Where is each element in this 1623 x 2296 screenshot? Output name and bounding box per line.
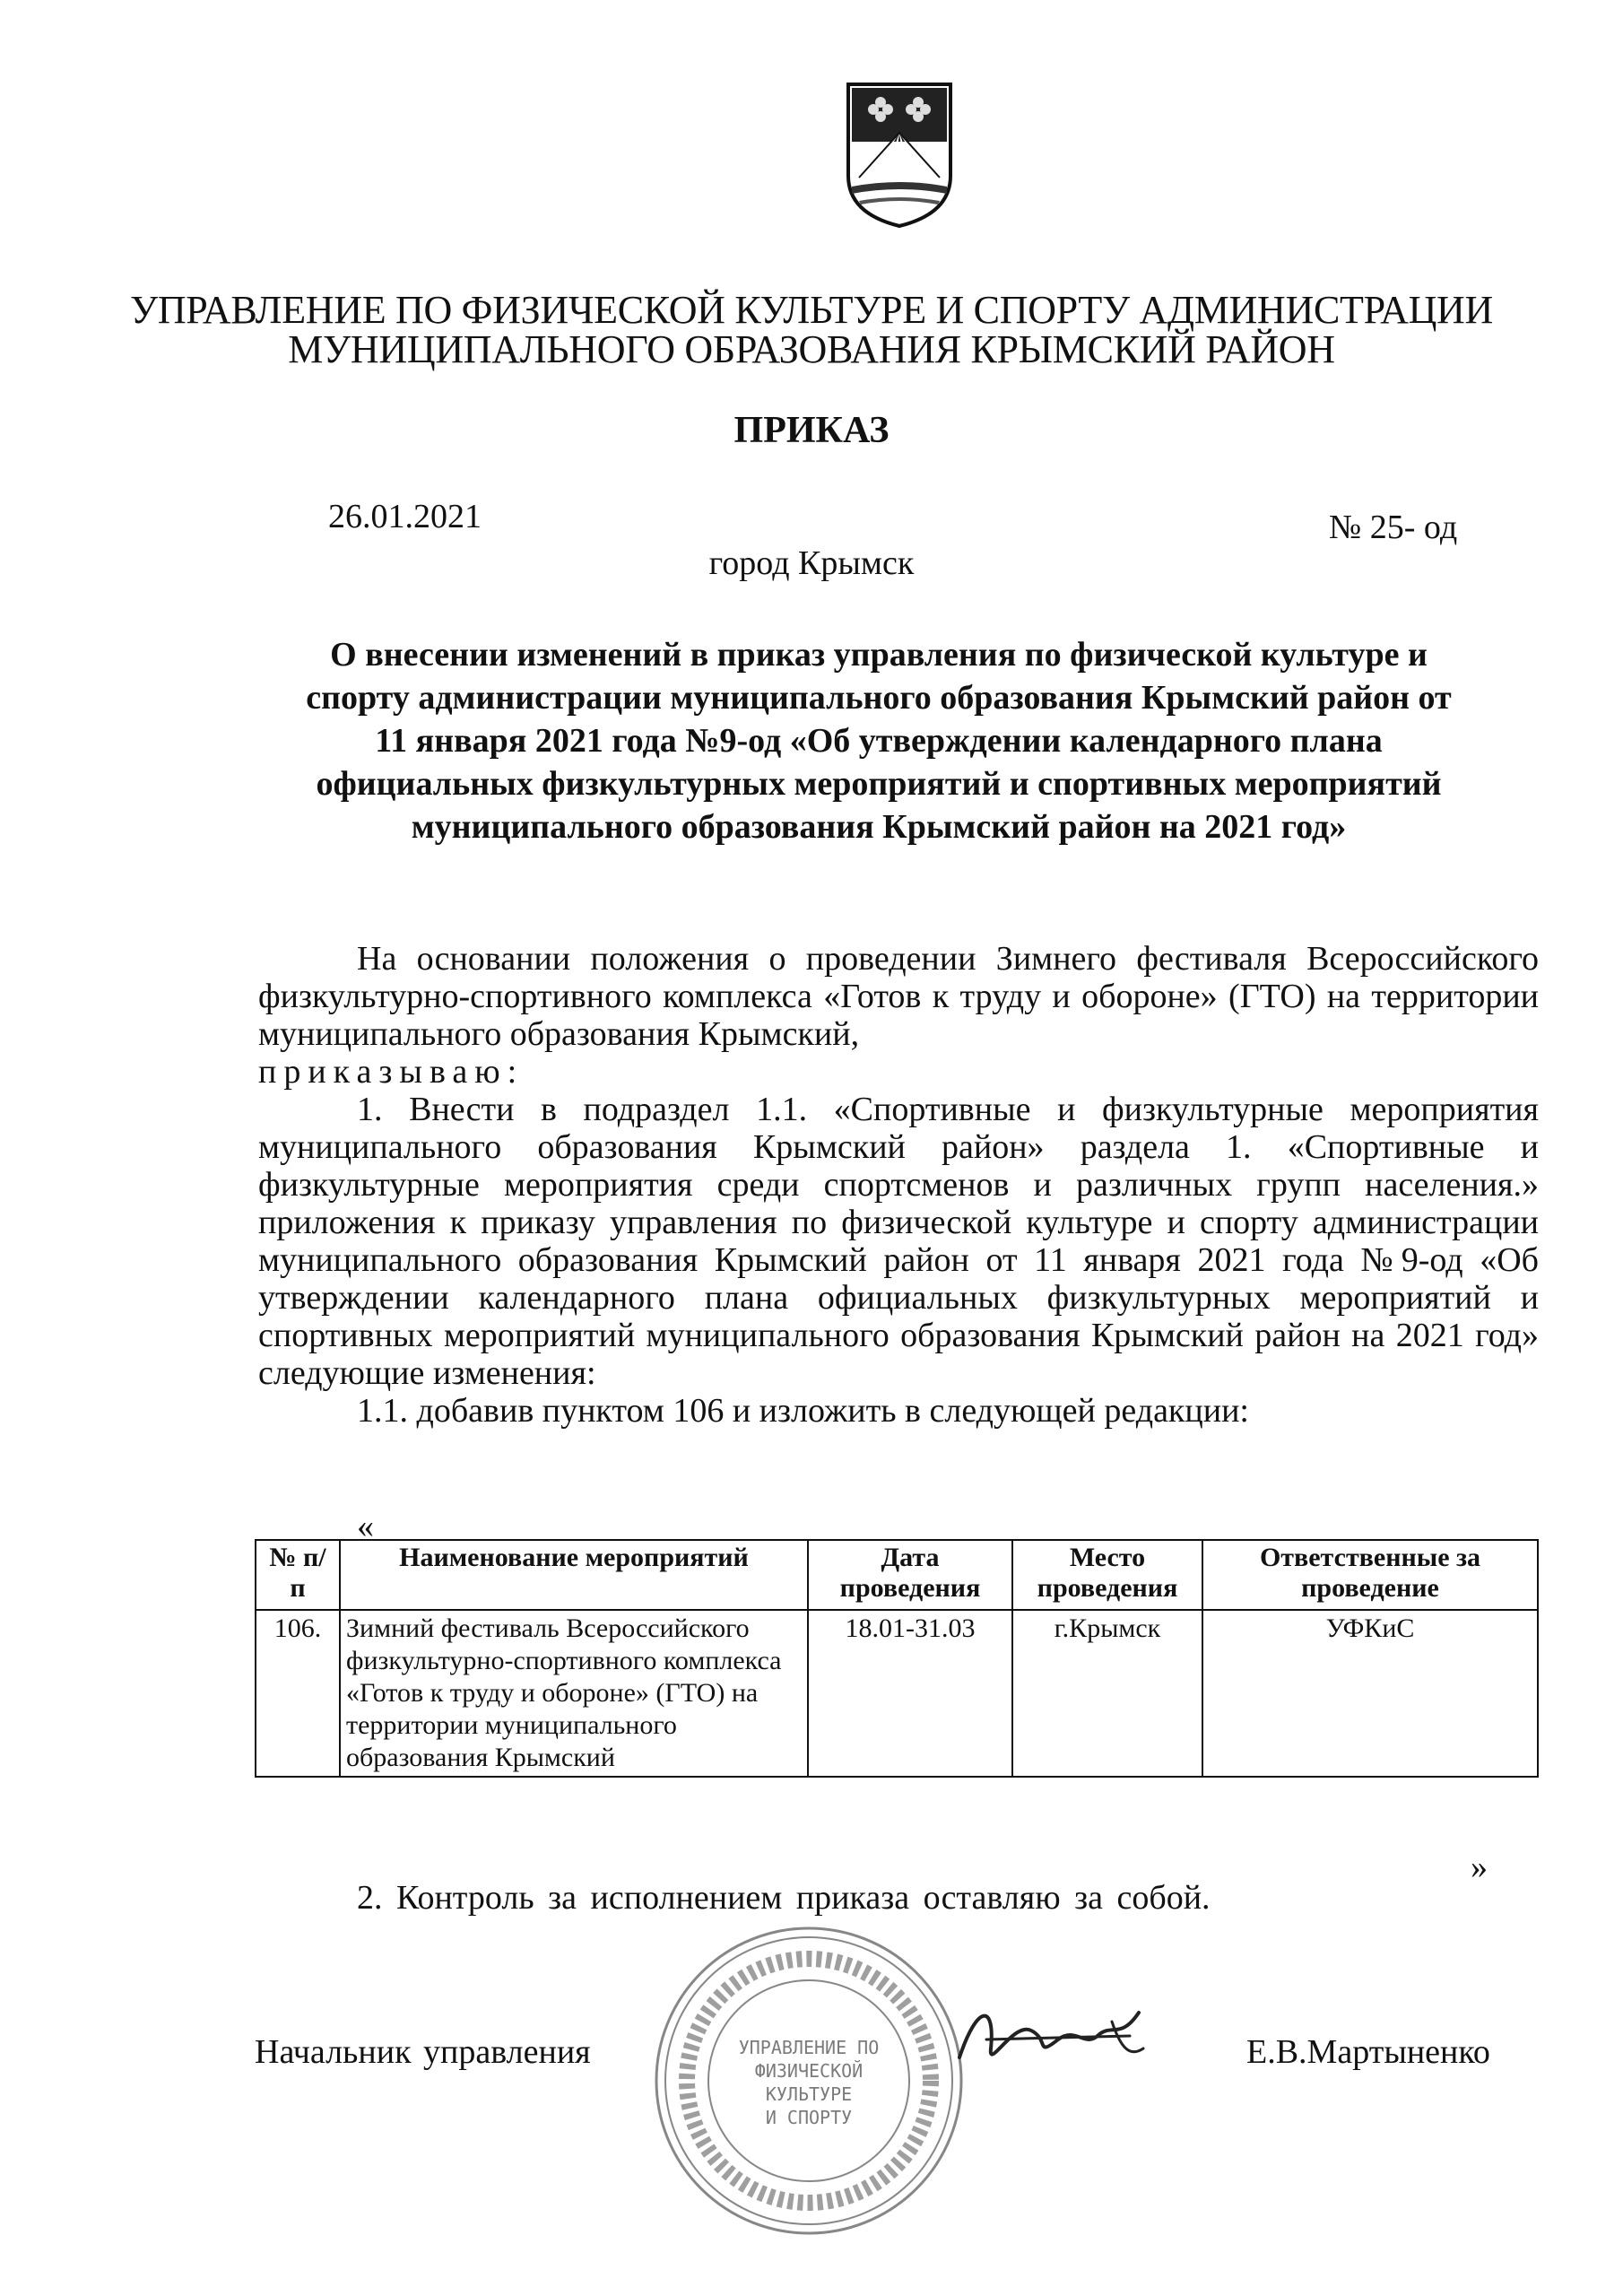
events-table xyxy=(255,1539,1539,1778)
document-number: № 25- од xyxy=(1329,509,1458,546)
order-subject: О внесении изменений в приказ управления по физической культуре и спорту администрации муниципального образования Крымский район от 11 января 2021 года №9-од «Об утверждении календарного плана официальных физкультурных мероприятий и спортивных мероприятий муниципального образования Крымский район на 2021 год» xyxy=(306,636,1452,846)
header-place: Место проведения xyxy=(1012,1540,1202,1610)
document-date: 26.01.2021 xyxy=(328,498,482,535)
organization-name-line1: УПРАВЛЕНИЕ ПО ФИЗИЧЕСКОЙ КУЛЬТУРЕ И СПОРТУ АДМИНИСТРАЦИИ xyxy=(129,288,1494,332)
organization-name-line2: МУНИЦИПАЛЬНОГО ОБРАЗОВАНИЯ КРЫМСКИЙ РАЙОН xyxy=(288,327,1335,371)
stamp-line-3: КУЛЬТУРЕ xyxy=(765,2083,853,2105)
row-place: г.Крымск xyxy=(1012,1610,1202,1777)
row-name: Зимний фестиваль Всероссийского физкультурно-спортивного комплекса «Готов к труду и обороне» (ГТО) на территории муниципального образования Крымский xyxy=(340,1610,808,1777)
item1-1-paragraph: 1.1. добавив пунктом 106 и изложить в следующей редакции: xyxy=(357,1392,1249,1430)
signatory-position: Начальник управления xyxy=(255,2033,591,2071)
closing-quote: » xyxy=(1471,1848,1488,1886)
table-row xyxy=(256,1610,1538,1777)
header-date: Дата проведения xyxy=(808,1540,1012,1610)
item1-paragraph: 1. Внести в подраздел 1.1. «Спортивные и физкультурные мероприятия муниципального образования Крымский район» раздела 1. «Спортивные и физкультурные мероприятия среди спортсменов и различных групп населения.» приложения к приказу управления по физической культуре и спорту администрации муниципального образования Крымский район от 11 января 2021 года №9-од «Об утверждении календарного плана официальных физкультурных мероприятий и спортивных мероприятий муниципального образования Крымский район на 2021 год» следующие изменения: xyxy=(258,1091,1539,1392)
handwritten-signature xyxy=(950,1986,1148,2084)
row-responsible: УФКиС xyxy=(1202,1610,1538,1777)
header-name: Наименование мероприятий xyxy=(340,1540,808,1610)
header-num: № п/п xyxy=(256,1540,340,1610)
order-body xyxy=(258,940,1539,1430)
order-word-paragraph xyxy=(258,1053,1539,1091)
stamp-line-1: УПРАВЛЕНИЕ ПО xyxy=(738,2037,880,2058)
opening-quote: « xyxy=(357,1508,374,1545)
official-stamp xyxy=(647,1919,970,2242)
document-type-title: ПРИКАЗ xyxy=(733,410,890,451)
coat-of-arms-emblem xyxy=(841,79,958,230)
header-responsible: Ответственные за проведение xyxy=(1202,1540,1538,1610)
table-header-row xyxy=(256,1540,1538,1610)
signatory-name: Е.В.Мартыненко xyxy=(1246,2033,1490,2071)
preamble-text: На основании положения о проведении Зимнего фестиваля Всероссийского физкультурно-спортивного комплекса «Готов к труду и обороне» (ГТО) на территории муниципального образования Крымский, xyxy=(258,940,1539,1053)
stamp-line-2: ФИЗИЧЕСКОЙ xyxy=(754,2060,864,2082)
document-city: город Крымск xyxy=(708,544,915,582)
order-word: приказываю: xyxy=(258,1053,525,1091)
preamble-paragraph xyxy=(258,940,1539,1053)
item2-paragraph: 2. Контроль за исполнением приказа оставляю за собой. xyxy=(357,1879,1211,1917)
row-num: 106. xyxy=(256,1610,340,1777)
stamp-line-4: И СПОРТУ xyxy=(765,2107,853,2128)
row-date: 18.01-31.03 xyxy=(808,1610,1012,1777)
